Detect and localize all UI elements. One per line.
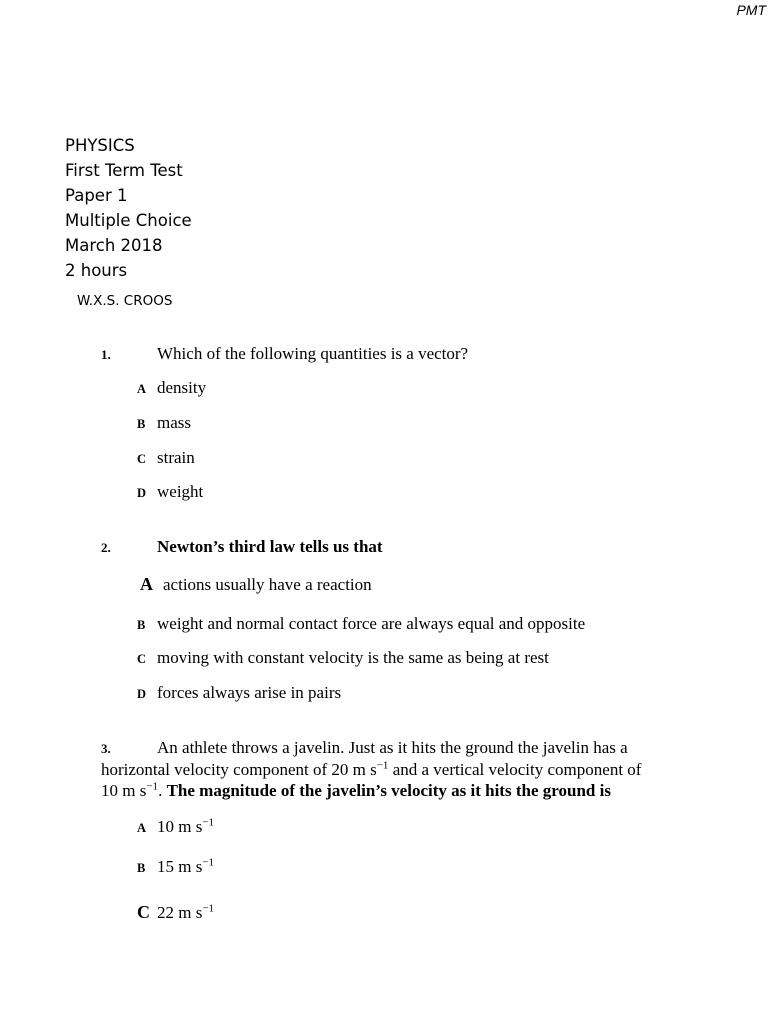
option-text: mass [157,413,191,432]
test-duration: 2 hours [65,261,128,280]
option-letter: C [137,652,147,666]
question-3-line-1-text: An athlete throws a javelin. Just as it hits the ground the javelin has a [157,738,628,757]
question-3-prompt: The magnitude of the javelin’s velocity as it hits the ground is [166,781,611,800]
question-1-number: 1. [101,347,111,362]
question-1-option-d [137,482,203,502]
unit-exponent: −1 [376,759,389,772]
question-1-option-b [137,413,191,433]
test-name: First Term Test [65,161,183,180]
option-letter: C [137,452,147,466]
option-exponent: −1 [202,816,215,829]
option-letter: A [137,821,147,835]
unit-exponent: −1 [146,780,159,793]
option-text: forces always arise in pairs [157,683,342,702]
option-text: 10 m s [157,817,203,836]
question-2-option-b [137,614,585,634]
test-date: March 2018 [65,236,163,255]
question-2-number: 2. [101,540,111,555]
question-3-number: 3. [101,741,111,756]
option-letter: D [137,486,147,500]
option-letter: D [137,687,147,701]
question-3-line-2-b: and a vertical velocity component of [388,760,642,779]
question-3-line-3 [101,780,701,801]
option-letter: B [137,861,146,875]
test-header [65,133,192,283]
question-2-text: Newton’s third law tells us that [157,537,383,556]
subject-title: PHYSICS [65,136,135,155]
option-text: 22 m s [157,903,203,922]
option-text: moving with constant velocity is the same as being at rest [157,648,549,667]
question-3-text [101,737,701,801]
paper-type: Multiple Choice [65,211,192,230]
option-text: weight [157,482,204,501]
question-2-option-d [137,683,341,703]
question-3-line-2-a: horizontal velocity component of 20 m s [101,760,377,779]
paper-number: Paper 1 [65,186,128,205]
option-text: actions usually have a reaction [163,575,372,594]
option-exponent: −1 [202,902,215,915]
pmt-watermark: PMT [736,2,766,18]
option-text: weight and normal contact force are always equal and opposite [157,614,586,633]
option-letter: B [137,618,146,632]
question-3-line-1 [101,737,701,759]
option-letter: A [140,574,153,594]
option-letter: A [137,382,147,396]
question-1-option-a [137,378,206,398]
question-3-line-2 [101,759,701,780]
question-3-option-c [137,902,214,923]
option-letter: B [137,417,146,431]
question-2-option-a [140,574,372,595]
question-1-text: Which of the following quantities is a vector? [157,344,469,363]
question-2-option-c [137,648,549,668]
option-letter: C [137,902,150,922]
option-exponent: −1 [202,856,215,869]
question-3-line-3-a: 10 m s [101,781,147,800]
option-text: density [157,378,207,397]
author-name: W.X.S. CROOS [77,293,173,309]
question-3-option-a [137,817,214,837]
option-text: 15 m s [157,857,203,876]
question-1-option-c [137,448,195,468]
question-3-line-3-b: . [158,781,167,800]
option-text: strain [157,448,195,467]
question-3-option-b [137,857,214,877]
